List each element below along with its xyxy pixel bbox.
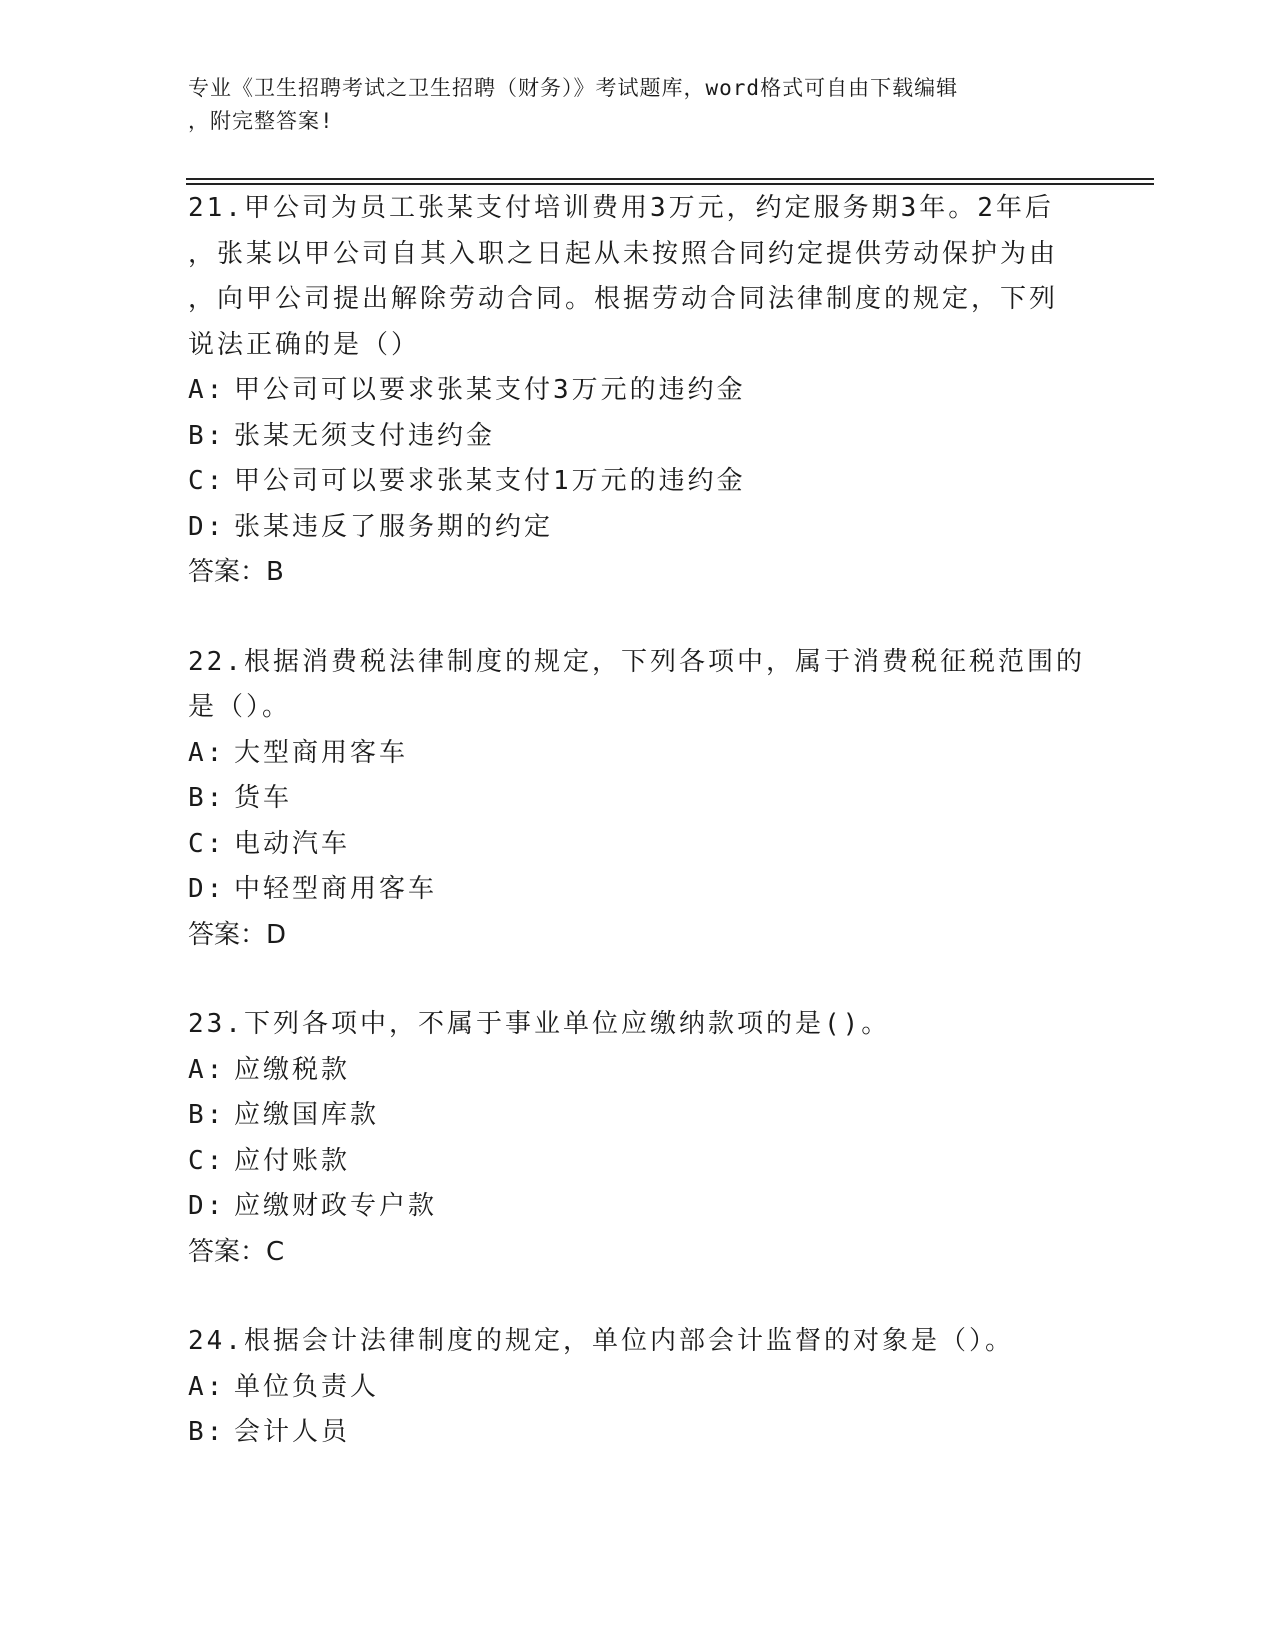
option-key: B: <box>188 420 226 451</box>
answer-option <box>188 505 1088 551</box>
question-stem-line: 说法正确的是（） <box>188 329 421 360</box>
option-text: 中轻型商用客车 <box>234 874 438 904</box>
option-text: 货车 <box>234 783 293 813</box>
question-stem-line: 24.根据会计法律制度的规定，单位内部会计监督的对象是（）。 <box>188 1326 1014 1356</box>
option-text: 张某违反了服务期的约定 <box>234 511 554 542</box>
answer-line: 答案：B <box>188 557 284 587</box>
option-key: B: <box>188 783 226 813</box>
option-text: 应缴财政专户款 <box>234 1191 438 1221</box>
question-list <box>188 186 1088 1456</box>
option-key: D: <box>188 511 226 542</box>
option-text: 甲公司可以要求张某支付1万元的违约金 <box>234 466 746 496</box>
header-divider <box>186 178 1154 180</box>
question-block <box>188 1319 1088 1456</box>
option-text: 甲公司可以要求张某支付3万元的违约金 <box>234 375 746 405</box>
option-key: B: <box>188 1100 226 1130</box>
answer-option <box>188 1048 1088 1094</box>
option-text: 大型商用客车 <box>234 737 409 768</box>
answer-option <box>188 822 1088 868</box>
option-key: A: <box>188 375 226 405</box>
question-stem-line: 23.下列各项中，不属于事业单位应缴纳款项的是()。 <box>188 1009 891 1039</box>
question-stem-line: ，向甲公司提出解除劳动合同。根据劳动合同法律制度的规定，下列 <box>188 284 1059 314</box>
option-text: 应缴税款 <box>234 1054 351 1085</box>
answer-option <box>188 368 1088 414</box>
question-block <box>188 186 1088 596</box>
question-block <box>188 640 1088 959</box>
option-key: C: <box>188 466 226 496</box>
header-divider <box>186 183 1154 185</box>
option-key: C: <box>188 1145 226 1176</box>
option-key: A: <box>188 737 226 768</box>
option-key: D: <box>188 1191 226 1221</box>
answer-option <box>188 776 1088 822</box>
answer-option <box>188 414 1088 460</box>
answer-option <box>188 731 1088 777</box>
question-stem-line: 21.甲公司为员工张某支付培训费用3万元，约定服务期3年。2年后 <box>188 193 1054 223</box>
option-text: 会计人员 <box>234 1417 351 1447</box>
question-stem-line: 是（）。 <box>188 692 292 722</box>
header-line: 专业《卫生招聘考试之卫生招聘（财务）》考试题库，word格式可自由下载编辑 <box>188 76 959 100</box>
option-text: 张某无须支付违约金 <box>234 420 496 451</box>
option-text: 应缴国库款 <box>234 1100 380 1130</box>
option-key: A: <box>188 1054 226 1085</box>
answer-option <box>188 1093 1088 1139</box>
answer-line: 答案：C <box>188 1236 285 1267</box>
answer-option <box>188 459 1088 505</box>
answer-option <box>188 1410 1088 1456</box>
document-header <box>188 72 1068 138</box>
option-key: B: <box>188 1417 226 1447</box>
answer-line: 答案：D <box>188 919 287 950</box>
question-stem-line: ，张某以甲公司自其入职之日起从未按照合同约定提供劳动保护为由 <box>188 238 1059 269</box>
answer-option <box>188 1365 1088 1411</box>
question-block <box>188 1002 1088 1275</box>
option-text: 单位负责人 <box>234 1371 380 1402</box>
option-key: A: <box>188 1371 226 1402</box>
answer-option <box>188 1184 1088 1230</box>
answer-option <box>188 867 1088 913</box>
option-key: C: <box>188 828 226 859</box>
option-text: 电动汽车 <box>234 828 351 859</box>
option-text: 应付账款 <box>234 1145 351 1176</box>
option-key: D: <box>188 874 226 904</box>
header-line: ，附完整答案! <box>188 109 334 133</box>
answer-option <box>188 1139 1088 1185</box>
question-stem-line: 22.根据消费税法律制度的规定，下列各项中，属于消费税征税范围的 <box>188 646 1085 677</box>
